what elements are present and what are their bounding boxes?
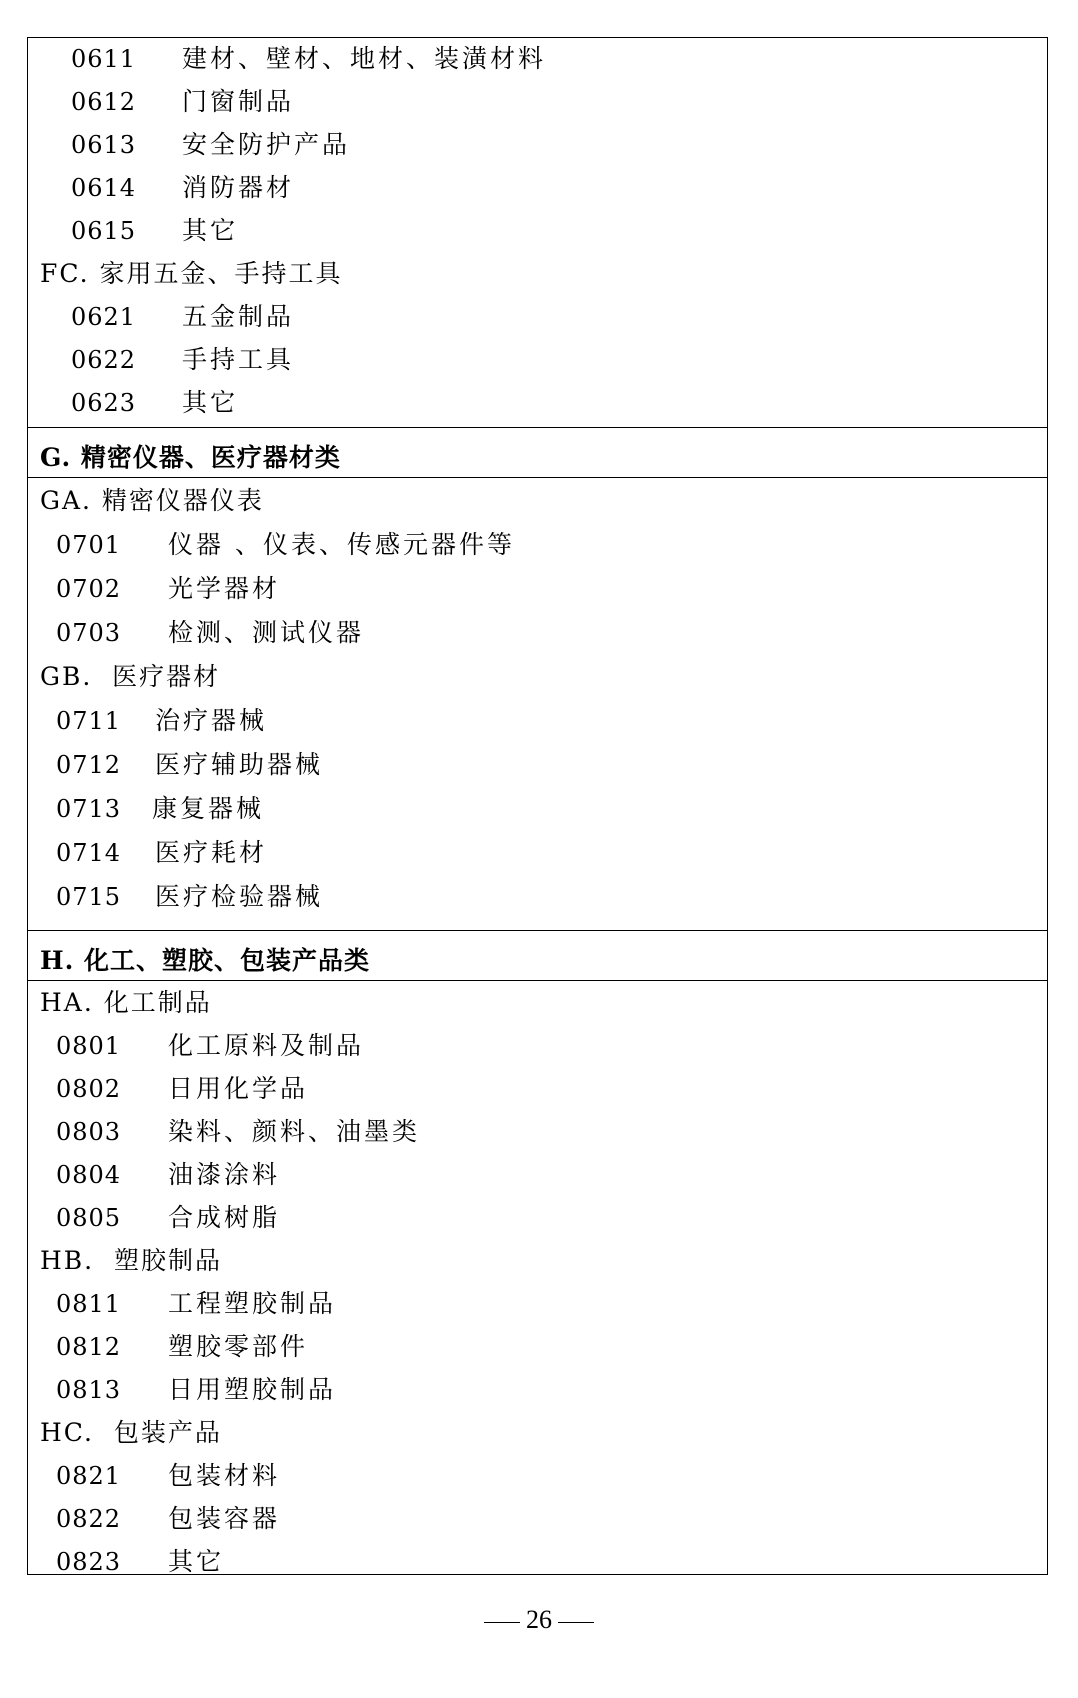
row-name: 染料、颜料、油墨类 bbox=[168, 1117, 421, 1146]
table-row bbox=[28, 1332, 1047, 1362]
row-code: 0613 bbox=[71, 131, 137, 159]
page-footer bbox=[0, 1605, 1078, 1635]
table-row bbox=[28, 1375, 1047, 1405]
table-row bbox=[28, 1504, 1047, 1534]
page-number: 26 bbox=[526, 1605, 552, 1634]
subcategory-label: FC. 家用五金、手持工具 bbox=[40, 259, 343, 288]
table-row bbox=[28, 794, 1047, 824]
row-code: 0803 bbox=[56, 1118, 122, 1146]
subcategory-label: GA. 精密仪器仪表 bbox=[40, 486, 264, 515]
row-name: 包装材料 bbox=[168, 1461, 281, 1490]
row-name: 工程塑胶制品 bbox=[168, 1289, 337, 1318]
row-name: 油漆涂料 bbox=[168, 1160, 281, 1189]
row-code: 0801 bbox=[56, 1032, 122, 1060]
section-f-block bbox=[28, 38, 1047, 427]
category-title: H. 化工、塑胶、包装产品类 bbox=[40, 946, 371, 975]
row-code: 0715 bbox=[56, 883, 122, 911]
table-row bbox=[28, 838, 1047, 868]
row-code: 0611 bbox=[71, 45, 137, 73]
row-name: 包装容器 bbox=[168, 1504, 281, 1533]
row-code: 0614 bbox=[71, 174, 137, 202]
table-row bbox=[28, 1461, 1047, 1491]
row-code: 0813 bbox=[56, 1376, 122, 1404]
footer-dash-left bbox=[484, 1622, 520, 1623]
category-header-h bbox=[28, 930, 1047, 981]
table-row bbox=[28, 345, 1047, 375]
row-code: 0711 bbox=[56, 707, 122, 735]
subcategory-label: GB. 医疗器材 bbox=[40, 662, 221, 691]
row-name: 塑胶零部件 bbox=[168, 1332, 309, 1361]
row-code: 0805 bbox=[56, 1204, 122, 1232]
table-row bbox=[28, 1203, 1047, 1233]
row-name: 其它 bbox=[168, 1547, 225, 1576]
row-code: 0804 bbox=[56, 1161, 122, 1189]
row-name: 消防器材 bbox=[182, 173, 295, 202]
row-name: 其它 bbox=[182, 216, 239, 245]
row-name: 医疗耗材 bbox=[155, 838, 268, 867]
table-row bbox=[28, 130, 1047, 160]
row-code: 0821 bbox=[56, 1462, 122, 1490]
footer-dash-right bbox=[558, 1622, 594, 1623]
category-header-g bbox=[28, 427, 1047, 478]
section-h-block bbox=[28, 981, 1047, 1576]
table-row bbox=[28, 216, 1047, 246]
table-row bbox=[28, 574, 1047, 604]
subcategory-label: HB. 塑胶制品 bbox=[40, 1246, 223, 1275]
row-name: 合成树脂 bbox=[168, 1203, 281, 1232]
row-name: 门窗制品 bbox=[182, 87, 295, 116]
row-code: 0703 bbox=[56, 619, 122, 647]
section-g-block bbox=[28, 478, 1047, 930]
table-row bbox=[28, 1160, 1047, 1190]
table-row bbox=[28, 882, 1047, 912]
row-name: 其它 bbox=[182, 388, 239, 417]
row-code: 0615 bbox=[71, 217, 137, 245]
row-name: 仪器 、仪表、传感元器件等 bbox=[168, 530, 515, 559]
row-name: 安全防护产品 bbox=[182, 130, 351, 159]
row-name: 日用化学品 bbox=[168, 1074, 309, 1103]
row-code: 0812 bbox=[56, 1333, 122, 1361]
row-name: 医疗检验器械 bbox=[155, 882, 324, 911]
table-row bbox=[28, 44, 1047, 74]
table-row bbox=[28, 302, 1047, 332]
table-row bbox=[28, 1117, 1047, 1147]
row-name: 手持工具 bbox=[182, 345, 295, 374]
row-name: 光学器材 bbox=[168, 574, 281, 603]
row-name: 建材、壁材、地材、装潢材料 bbox=[182, 44, 547, 73]
table-row bbox=[28, 1074, 1047, 1104]
category-table bbox=[27, 37, 1048, 1575]
row-code: 0802 bbox=[56, 1075, 122, 1103]
table-row bbox=[28, 1289, 1047, 1319]
subcategory-label: HA. 化工制品 bbox=[40, 988, 212, 1017]
row-code: 0713 bbox=[56, 795, 122, 823]
category-title: G. 精密仪器、医疗器材类 bbox=[40, 443, 341, 472]
row-code: 0712 bbox=[56, 751, 122, 779]
table-row bbox=[28, 750, 1047, 780]
table-row bbox=[28, 530, 1047, 560]
table-row bbox=[28, 388, 1047, 418]
table-row bbox=[28, 173, 1047, 203]
table-row bbox=[28, 1547, 1047, 1577]
row-code: 0811 bbox=[56, 1290, 122, 1318]
row-code: 0612 bbox=[71, 88, 137, 116]
table-row bbox=[28, 618, 1047, 648]
row-name: 治疗器械 bbox=[155, 706, 268, 735]
row-name: 医疗辅助器械 bbox=[155, 750, 324, 779]
row-code: 0621 bbox=[71, 303, 137, 331]
table-row bbox=[28, 706, 1047, 736]
row-name: 日用塑胶制品 bbox=[168, 1375, 337, 1404]
row-code: 0622 bbox=[71, 346, 137, 374]
row-code: 0702 bbox=[56, 575, 122, 603]
row-code: 0701 bbox=[56, 531, 122, 559]
row-name: 检测、测试仪器 bbox=[168, 618, 365, 647]
table-row bbox=[28, 1031, 1047, 1061]
row-code: 0623 bbox=[71, 389, 137, 417]
row-code: 0822 bbox=[56, 1505, 122, 1533]
subcategory-label: HC. 包装产品 bbox=[40, 1418, 222, 1447]
row-code: 0823 bbox=[56, 1548, 122, 1576]
row-name: 五金制品 bbox=[182, 302, 295, 331]
row-name: 化工原料及制品 bbox=[168, 1031, 365, 1060]
row-name: 康复器械 bbox=[152, 794, 265, 823]
row-code: 0714 bbox=[56, 839, 122, 867]
table-row bbox=[28, 87, 1047, 117]
